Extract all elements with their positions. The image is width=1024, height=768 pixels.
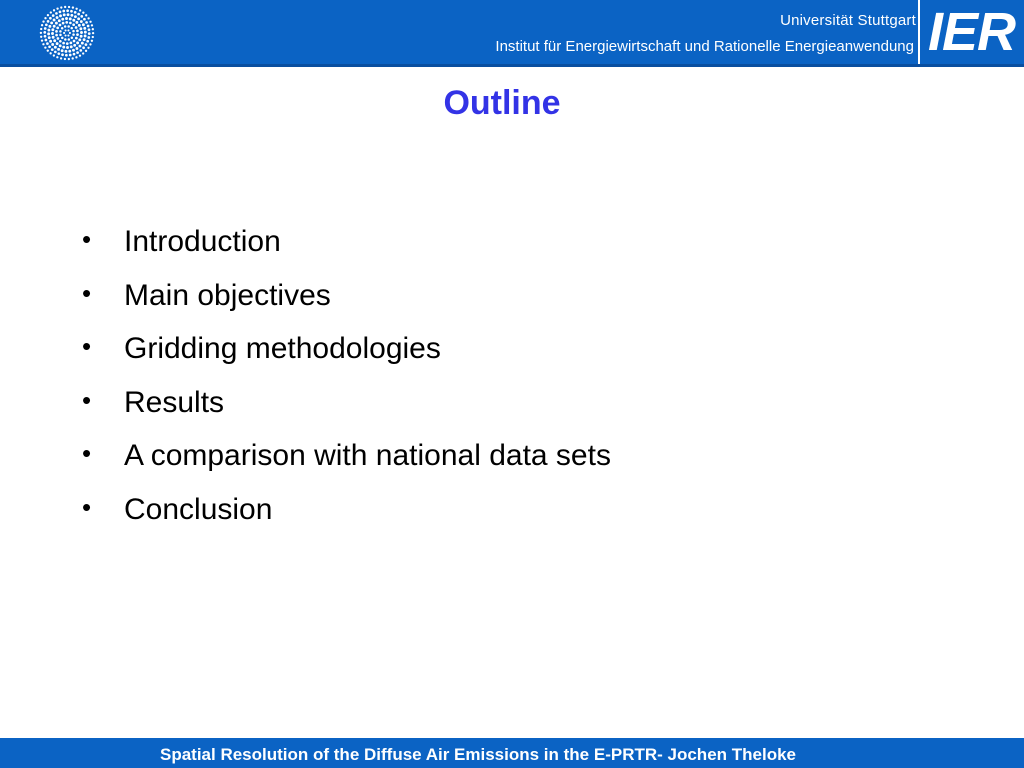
footer-text: Spatial Resolution of the Diffuse Air Emissions in the E-PRTR- Jochen Theloke [159,745,796,764]
list-item-text: A comparison with national data sets [124,439,611,472]
ier-logo [918,0,1024,64]
bullet-icon: • [82,331,92,361]
bullet-icon: • [82,384,92,415]
list-item-text: Gridding methodologies [124,332,441,365]
slide-title: Outline [443,84,561,122]
institute-name: Institut für Energiewirtschaft und Rationelle Energieanwendung [495,38,914,55]
header-divider [0,64,1024,67]
list-item-text: Introduction [124,225,281,258]
list-item-text: Main objectives [124,278,331,312]
list-item-text: Results [124,385,225,419]
bullet-icon: • [82,224,92,254]
university-name: Universität Stuttgart [780,12,916,29]
bullet-icon: • [82,277,92,308]
ier-logo-text: IER [928,2,1016,62]
list-item-text: Conclusion [124,492,273,526]
bullet-icon: • [82,438,92,468]
footer-bar [0,738,1024,768]
sun-emblem-icon [38,4,96,62]
bullet-icon: • [82,491,92,522]
header-bar [0,0,1024,64]
